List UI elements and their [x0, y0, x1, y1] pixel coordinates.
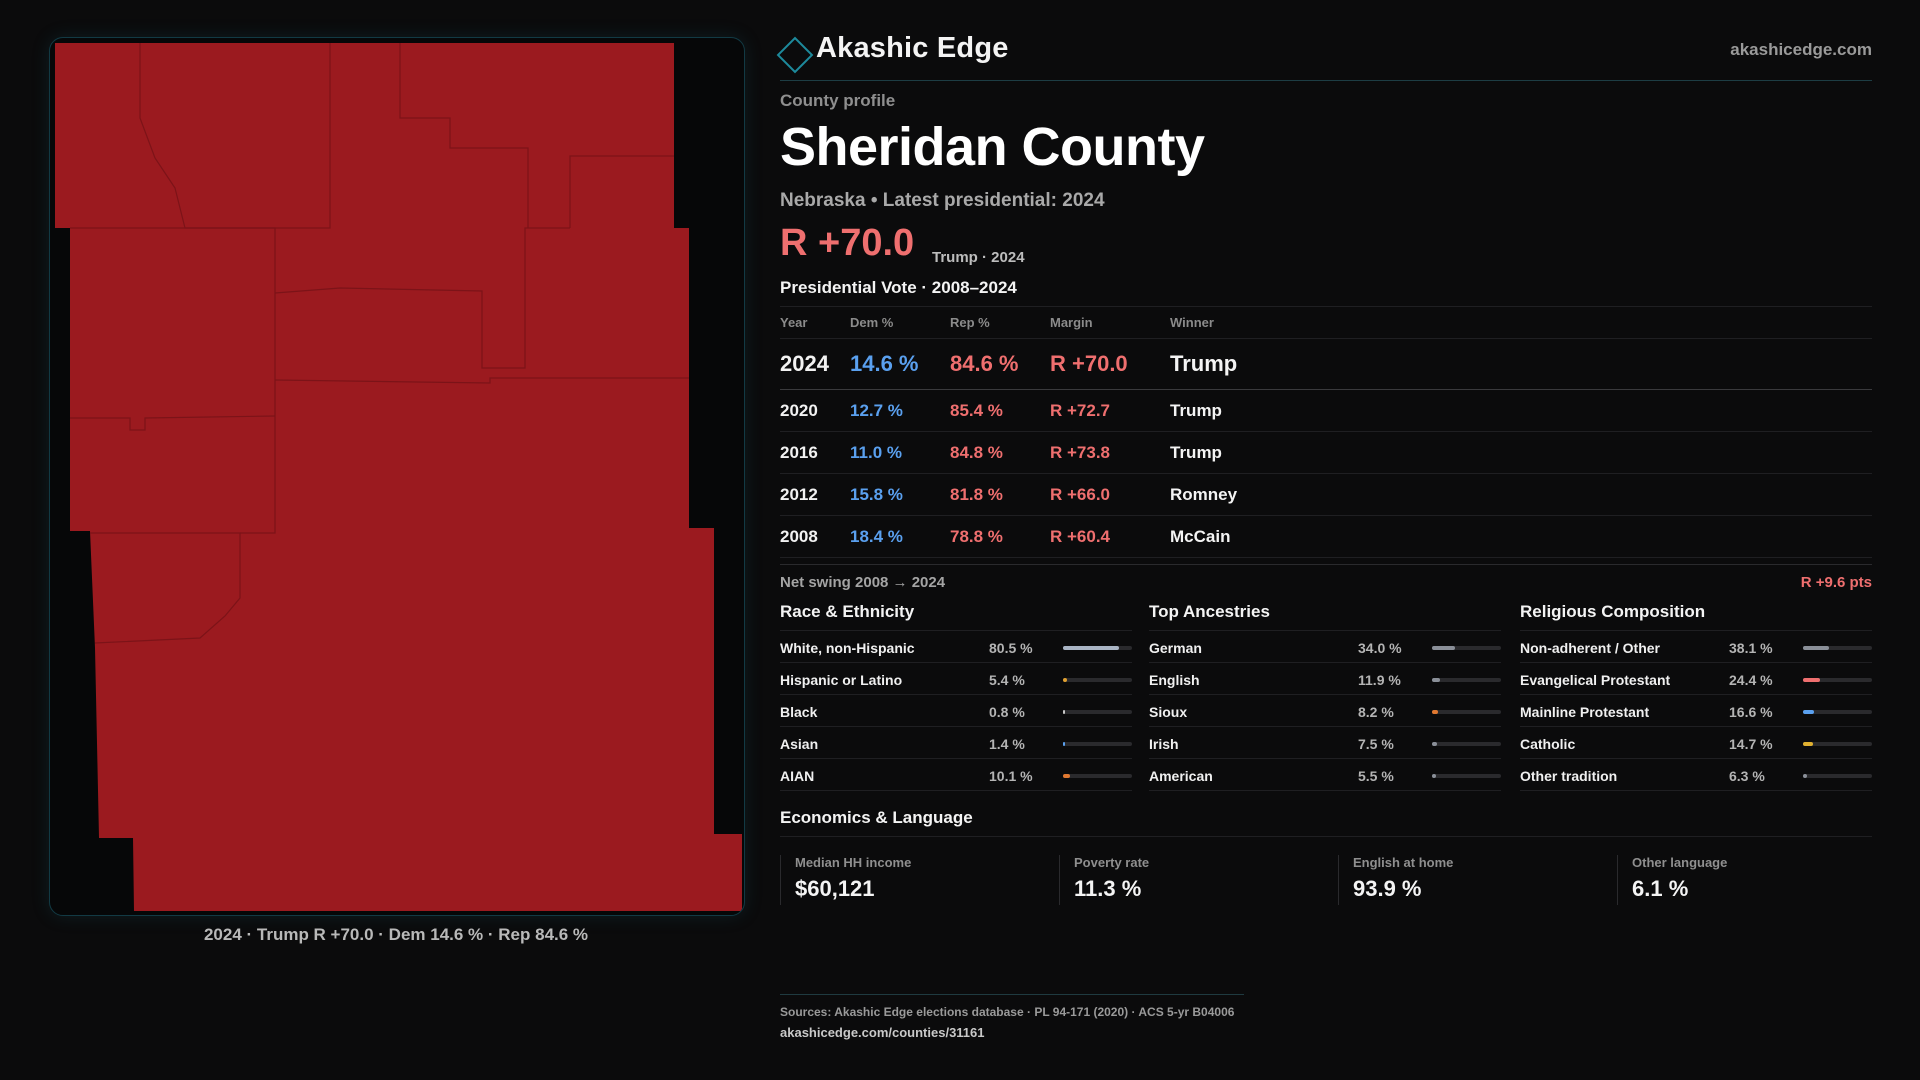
item-value: 7.5 %: [1358, 736, 1394, 752]
item-value: 80.5 %: [989, 640, 1033, 656]
bar-fill: [1432, 742, 1437, 746]
stat-card: [1059, 855, 1329, 905]
bar-track: [1803, 646, 1872, 650]
col-rep: Rep %: [950, 315, 990, 330]
item-label: Hispanic or Latino: [780, 672, 903, 688]
item-label: Sioux: [1149, 704, 1188, 720]
list-item: [1149, 631, 1501, 663]
dem-cell: 18.4 %: [850, 527, 903, 546]
margin-cell: R +73.8: [1050, 443, 1111, 462]
bar-fill: [1803, 710, 1814, 714]
net-swing-value: R +9.6 pts: [1800, 574, 1872, 591]
col-winner: Winner: [1170, 315, 1214, 330]
brand-url-link[interactable]: akashicedge.com: [1730, 40, 1872, 59]
stat-value: 11.3 %: [1074, 876, 1142, 901]
bar-fill: [1803, 678, 1820, 682]
item-label: German: [1149, 640, 1202, 656]
item-value: 14.7 %: [1729, 736, 1773, 752]
diamond-icon: [777, 37, 814, 74]
col-dem: Dem %: [850, 315, 894, 330]
item-value: 0.8 %: [989, 704, 1025, 720]
item-label: American: [1149, 768, 1213, 784]
year-cell: 2012: [780, 485, 818, 504]
dem-cell: 15.8 %: [850, 485, 903, 504]
dem-cell: 11.0 %: [850, 443, 902, 462]
bar-track: [1432, 678, 1501, 682]
bar-track: [1432, 774, 1501, 778]
stat-label: Median HH income: [795, 855, 912, 870]
col-margin: Margin: [1050, 315, 1093, 330]
item-label: Evangelical Protestant: [1520, 672, 1671, 688]
item-label: Irish: [1149, 736, 1179, 752]
table-row: [780, 432, 1872, 474]
item-label: Other tradition: [1520, 768, 1618, 784]
winner-cell: Trump: [1170, 401, 1222, 420]
item-label: Asian: [780, 736, 819, 752]
bar-fill: [1063, 710, 1065, 714]
net-swing-label: Net swing 2008 → 2024: [780, 574, 946, 591]
table-row: [780, 390, 1872, 432]
rep-cell: 84.8 %: [950, 443, 1003, 462]
bar-fill: [1803, 774, 1807, 778]
item-value: 6.3 %: [1729, 768, 1765, 784]
rep-cell: 81.8 %: [950, 485, 1003, 504]
economics-panel: [780, 855, 1872, 905]
headline-margin: R +70.0: [780, 222, 915, 264]
margin-cell: R +72.7: [1050, 401, 1111, 420]
ancestries-panel: [1149, 602, 1501, 791]
stat-label: Other language: [1632, 855, 1728, 870]
item-label: White, non-Hispanic: [780, 640, 915, 656]
winner-cell: Romney: [1170, 485, 1238, 504]
stat-card: [1338, 855, 1608, 905]
race-heading: Race & Ethnicity: [780, 602, 1132, 631]
stat-value: 93.9 %: [1353, 876, 1422, 901]
bar-fill: [1063, 742, 1065, 746]
bar-track: [1063, 646, 1132, 650]
county-shape[interactable]: [55, 43, 742, 911]
county-permalink[interactable]: akashicedge.com/counties/31161: [780, 1025, 985, 1040]
rep-cell: 78.8 %: [950, 527, 1003, 546]
winner-cell: Trump: [1170, 443, 1222, 462]
list-item: [780, 695, 1132, 727]
year-cell: 2008: [780, 527, 818, 546]
religion-panel: [1520, 602, 1872, 791]
stat-card: [1617, 855, 1887, 905]
rep-cell: 84.6 %: [950, 351, 1019, 376]
year-cell: 2024: [780, 351, 829, 376]
list-item: [780, 727, 1132, 759]
vote-heading: Presidential Vote · 2008–2024: [780, 278, 1017, 297]
year-cell: 2020: [780, 401, 818, 420]
bar-fill: [1063, 774, 1070, 778]
list-item: [1149, 727, 1501, 759]
item-value: 38.1 %: [1729, 640, 1773, 656]
item-value: 34.0 %: [1358, 640, 1402, 656]
bar-fill: [1432, 710, 1438, 714]
item-label: Black: [780, 704, 818, 720]
list-item: [1520, 663, 1872, 695]
bar-fill: [1063, 678, 1067, 682]
margin-cell: R +66.0: [1050, 485, 1111, 504]
list-item: [1520, 759, 1872, 791]
item-value: 10.1 %: [989, 768, 1033, 784]
bar-fill: [1432, 774, 1436, 778]
item-value: 1.4 %: [989, 736, 1025, 752]
brand-header: [780, 32, 1872, 81]
bar-track: [1803, 774, 1872, 778]
bar-track: [1803, 678, 1872, 682]
winner-cell: McCain: [1170, 527, 1231, 546]
county-map-svg: [50, 38, 744, 915]
margin-cell: R +60.4: [1050, 527, 1111, 546]
list-item: [780, 663, 1132, 695]
bar-track: [1432, 710, 1501, 714]
sources-text: Sources: Akashic Edge elections database · PL 94-171 (2020) · ACS 5-yr B04006: [780, 1005, 1235, 1019]
stat-card: [780, 855, 1050, 905]
eyebrow: County profile: [780, 91, 896, 110]
vote-table-header: [780, 306, 1872, 339]
bar-track: [1432, 646, 1501, 650]
list-item: [1149, 695, 1501, 727]
bar-track: [1063, 742, 1132, 746]
rep-cell: 85.4 %: [950, 401, 1003, 420]
item-value: 5.4 %: [989, 672, 1025, 688]
stat-value: 6.1 %: [1632, 876, 1689, 901]
item-value: 8.2 %: [1358, 704, 1394, 720]
religion-heading: Religious Composition: [1520, 602, 1872, 631]
winner-cell: Trump: [1170, 351, 1238, 376]
item-value: 16.6 %: [1729, 704, 1773, 720]
list-item: [780, 631, 1132, 663]
page-subtitle: Nebraska • Latest presidential: 2024: [780, 190, 1105, 211]
county-map[interactable]: [49, 37, 745, 916]
ancestry-heading: Top Ancestries: [1149, 602, 1501, 631]
col-year: Year: [780, 315, 808, 330]
list-item: [1149, 759, 1501, 791]
item-label: AIAN: [780, 768, 815, 784]
race-ethnicity-panel: [780, 602, 1132, 791]
net-swing: [780, 564, 1872, 593]
item-value: 24.4 %: [1729, 672, 1773, 688]
brand-name[interactable]: Akashic Edge: [816, 32, 1009, 64]
bar-track: [1432, 742, 1501, 746]
table-row: [780, 516, 1872, 558]
item-label: Non-adherent / Other: [1520, 640, 1661, 656]
list-item: [1149, 663, 1501, 695]
bar-track: [1063, 774, 1132, 778]
item-value: 11.9 %: [1358, 672, 1401, 688]
list-item: [780, 759, 1132, 791]
bar-track: [1063, 678, 1132, 682]
bar-fill: [1803, 646, 1829, 650]
list-item: [1520, 727, 1872, 759]
item-label: Catholic: [1520, 736, 1576, 752]
bar-fill: [1803, 742, 1813, 746]
bar-track: [1803, 710, 1872, 714]
sources-footer: [780, 994, 1244, 1040]
stat-label: English at home: [1353, 855, 1454, 870]
list-item: [1520, 695, 1872, 727]
economics-heading: Economics & Language: [780, 808, 1872, 837]
item-label: English: [1149, 672, 1200, 688]
list-item: [1520, 631, 1872, 663]
dem-cell: 12.7 %: [850, 401, 903, 420]
bar-fill: [1432, 678, 1440, 682]
page-title: Sheridan County: [780, 117, 1205, 177]
item-label: Mainline Protestant: [1520, 704, 1650, 720]
year-cell: 2016: [780, 443, 818, 462]
headline-margin-note: Trump · 2024: [932, 249, 1025, 266]
stat-value: $60,121: [795, 876, 875, 901]
bar-track: [1803, 742, 1872, 746]
bar-track: [1063, 710, 1132, 714]
vote-table: [780, 306, 1872, 558]
margin-cell: R +70.0: [1050, 351, 1128, 376]
bar-fill: [1432, 646, 1455, 650]
bar-fill: [1063, 646, 1119, 650]
map-caption: 2024 · Trump R +70.0 · Dem 14.6 % · Rep 84.6 %: [203, 925, 589, 944]
item-value: 5.5 %: [1358, 768, 1394, 784]
stat-label: Poverty rate: [1074, 855, 1150, 870]
table-row: [780, 474, 1872, 516]
dem-cell: 14.6 %: [850, 351, 919, 376]
table-row: [780, 339, 1872, 390]
